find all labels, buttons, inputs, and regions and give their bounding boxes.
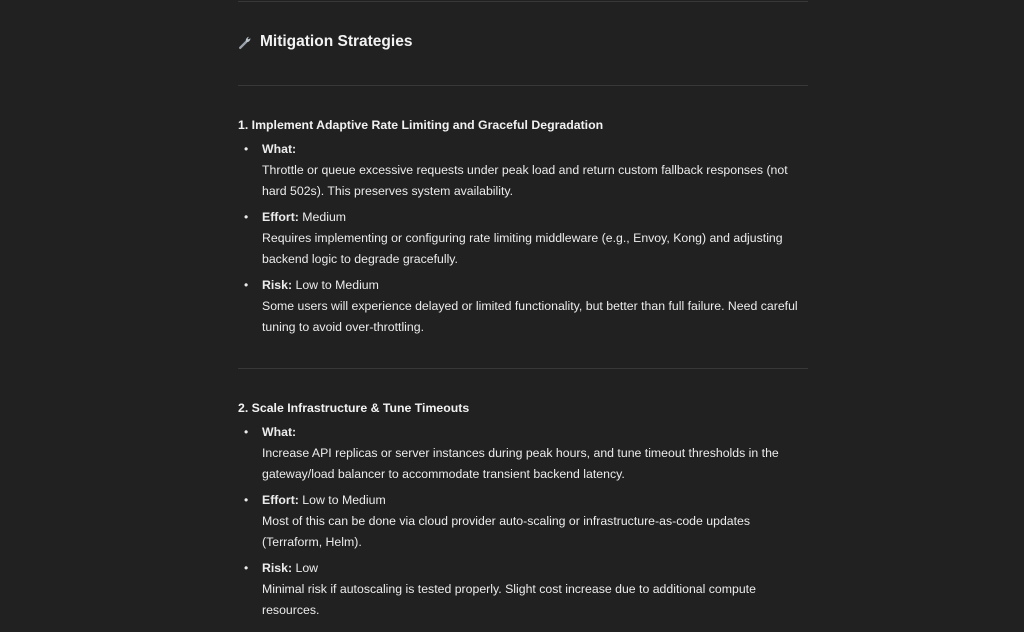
item-description: Increase API replicas or server instances during peak hours, and tune timeout thresholds in the gateway/load balancer to accommodate transient backend latency. bbox=[262, 446, 779, 481]
strategy-details-list bbox=[238, 139, 813, 338]
item-key: Effort: bbox=[262, 493, 299, 507]
item-key: Risk: bbox=[262, 561, 293, 575]
divider bbox=[238, 85, 808, 86]
item-value: Low to Medium bbox=[298, 493, 386, 507]
item-key: What: bbox=[262, 425, 297, 439]
item-value: Low to Medium bbox=[292, 278, 379, 292]
bullet: • bbox=[244, 278, 249, 292]
item-value: Medium bbox=[298, 210, 347, 224]
wrench-icon bbox=[238, 34, 254, 50]
item-description: Minimal risk if autoscaling is tested properly. Slight cost increase due to additional compute resources. bbox=[262, 582, 756, 617]
bullet: • bbox=[244, 142, 249, 156]
divider bbox=[238, 368, 808, 369]
item-description: Requires implementing or configuring rate limiting middleware (e.g., Envoy, Kong) and adjusting backend logic to degrade gracefully. bbox=[262, 231, 783, 266]
list-item bbox=[238, 490, 813, 553]
list-item bbox=[238, 558, 813, 621]
list-item bbox=[238, 207, 813, 270]
item-key: Effort: bbox=[262, 210, 299, 224]
list-item bbox=[238, 422, 813, 485]
bullet: • bbox=[244, 561, 249, 575]
bullet: • bbox=[244, 210, 249, 224]
item-value: Low bbox=[292, 561, 319, 575]
list-item bbox=[238, 139, 813, 202]
strategy-details-list bbox=[238, 422, 813, 621]
strategy-heading: 1. Implement Adaptive Rate Limiting and Graceful Degradation bbox=[238, 118, 604, 132]
strategy-heading: 2. Scale Infrastructure & Tune Timeouts bbox=[238, 401, 470, 415]
top-divider bbox=[238, 1, 808, 2]
item-description: Throttle or queue excessive requests under peak load and return custom fallback responses (not hard 502s). This preserves system availability. bbox=[262, 163, 788, 198]
list-item bbox=[238, 275, 813, 338]
item-description: Some users will experience delayed or limited functionality, but better than full failure. Need careful tuning to avoid over-throttling. bbox=[262, 299, 798, 334]
strategy-block bbox=[238, 400, 813, 626]
strategy-block bbox=[238, 117, 813, 343]
section-heading bbox=[238, 33, 412, 51]
item-key: Risk: bbox=[262, 278, 293, 292]
item-key: What: bbox=[262, 142, 297, 156]
bullet: • bbox=[244, 425, 249, 439]
item-description: Most of this can be done via cloud provider auto-scaling or infrastructure-as-code updates (Terraform, Helm). bbox=[262, 514, 751, 549]
bullet: • bbox=[244, 493, 249, 507]
section-title: Mitigation Strategies bbox=[260, 33, 413, 50]
